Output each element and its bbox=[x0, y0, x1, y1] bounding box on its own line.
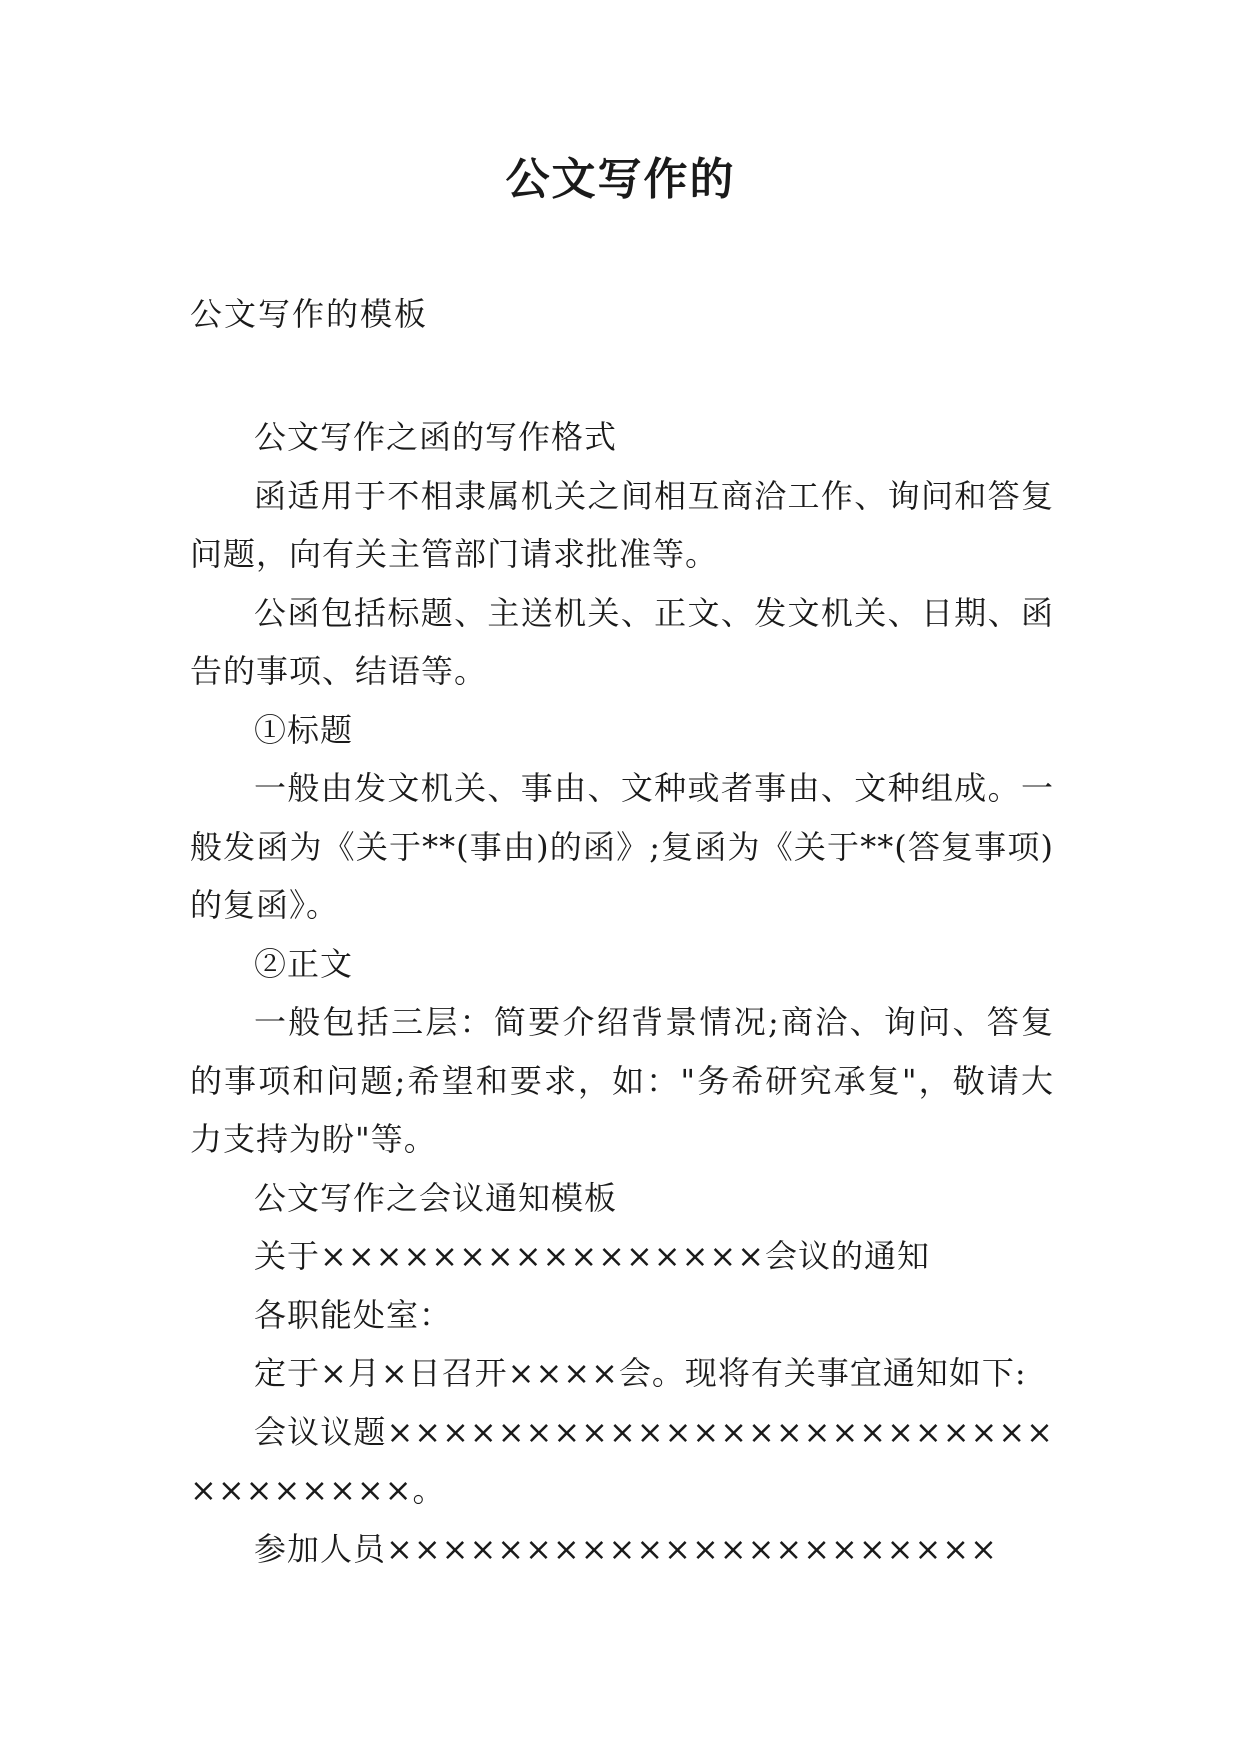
paragraph-body-description: 一般包括三层：简要介绍背景情况;商洽、询问、答复的事项和问题;希望和要求，如："务希研究承复"，敬请大力支持为盼"等。 bbox=[190, 1003, 1054, 1158]
paragraph-meeting-template-heading: 公文写作之会议通知模板 bbox=[254, 1178, 618, 1217]
document-body bbox=[190, 408, 1054, 1578]
paragraph-meeting-topic: 会议议题××××××××××××××××××××××××××××××××。 bbox=[190, 1412, 1054, 1509]
document-title: 公文写作的 bbox=[505, 154, 736, 205]
paragraph-title-description: 一般由发文机关、事由、文种或者事由、文种组成。一般发函为《关于**(事由)的函》;复函为《关于**(答复事项)的复函》。 bbox=[190, 769, 1054, 924]
paragraph-participants: 参加人员×××××××××××××××××××××× bbox=[254, 1529, 998, 1568]
paragraph-letter-format-heading: 公文写作之函的写作格式 bbox=[254, 418, 618, 456]
paragraph-meeting-notice-title: 关于××××××××××××××××会议的通知 bbox=[254, 1237, 931, 1275]
paragraph-section-body: ②正文 bbox=[254, 944, 354, 983]
paragraph-letter-components: 公函包括标题、主送机关、正文、发文机关、日期、函告的事项、结语等。 bbox=[190, 593, 1054, 690]
document-subtitle: 公文写作的模板 bbox=[190, 295, 429, 333]
paragraph-meeting-time: 定于×月×日召开××××会。现将有关事宜通知如下: bbox=[254, 1354, 1027, 1392]
paragraph-letter-definition: 函适用于不相隶属机关之间相互商洽工作、询问和答复问题，向有关主管部门请求批准等。 bbox=[190, 476, 1054, 573]
paragraph-section-title: ①标题 bbox=[254, 710, 354, 749]
paragraph-recipients: 各职能处室： bbox=[254, 1295, 453, 1334]
